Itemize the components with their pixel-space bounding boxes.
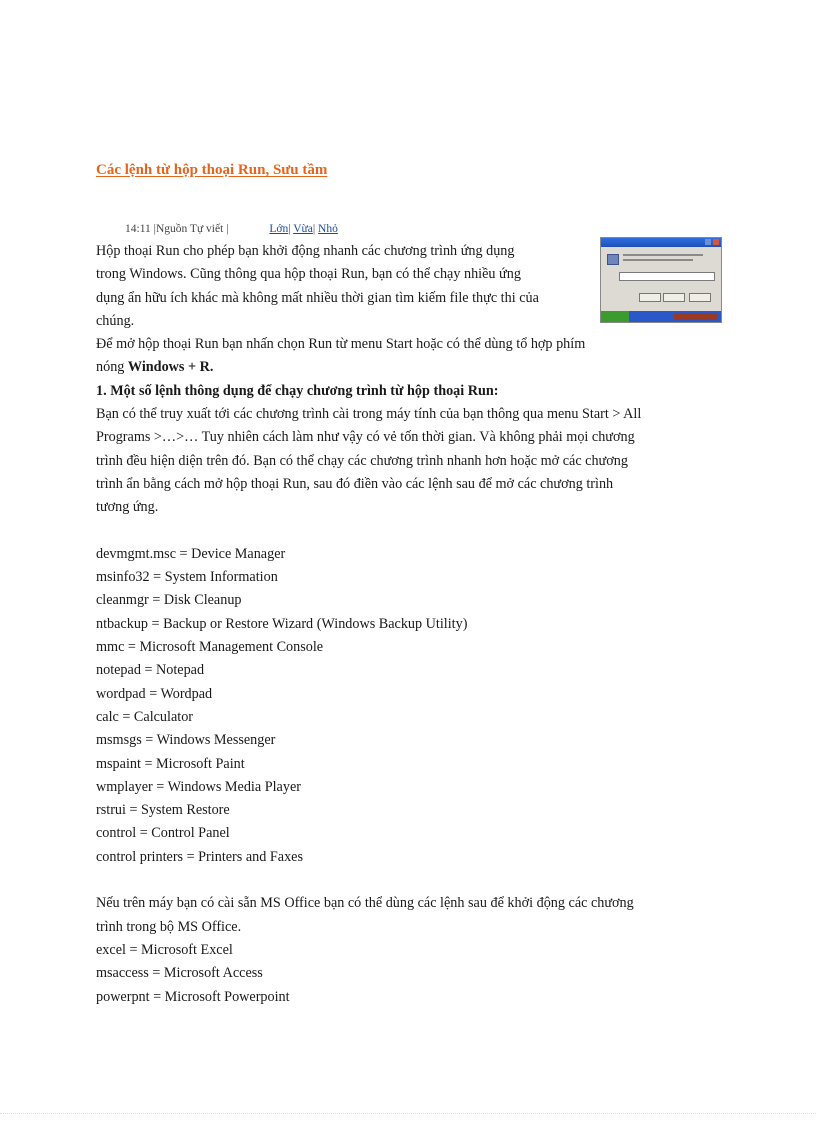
text-line: Programs >…>… Tuy nhiên cách làm như vậy có vẻ tốn thời gian. Và không phải mọi chương (96, 429, 635, 446)
command-item: rstrui = System Restore (96, 802, 230, 819)
font-size-large-link[interactable]: Lớn (269, 223, 289, 235)
command-item: msinfo32 = System Information (96, 569, 278, 586)
text-line: Để mở hộp thoại Run bạn nhấn chọn Run từ menu Start hoặc có thể dùng tổ hợp phím (96, 336, 586, 353)
section-paragraph (96, 403, 712, 519)
command-item: wmplayer = Windows Media Player (96, 778, 301, 795)
text-line: trình đều hiện diện trên đó. Bạn có thể chạy các chương trình nhanh hơn hoặc mở các chương (96, 452, 628, 469)
text-line (96, 356, 712, 379)
text-line: Nếu trên máy bạn có cài sẵn MS Office bạn có thể dùng các lệnh sau để khởi động các chương (96, 895, 634, 912)
command-item: control = Control Panel (96, 825, 230, 842)
article-title-link[interactable]: Các lệnh từ hộp thoại Run, Sưu tầm (96, 162, 328, 178)
section-heading: 1. Một số lệnh thông dụng để chạy chương trình từ hộp thoại Run: (96, 382, 499, 399)
command-item: devmgmt.msc = Device Manager (96, 545, 286, 562)
command-item: msmsgs = Windows Messenger (96, 732, 276, 749)
intro-paragraph (96, 240, 598, 333)
command-item: msaccess = Microsoft Access (96, 965, 263, 982)
separator: | (288, 223, 291, 235)
command-item: control printers = Printers and Faxes (96, 848, 303, 865)
font-size-medium-link[interactable]: Vừa (293, 223, 313, 235)
article-time-source: 14:11 |Nguồn Tự viết | (125, 223, 229, 235)
page-bottom-divider (0, 1113, 816, 1114)
article-meta (125, 223, 338, 235)
font-size-links (269, 223, 338, 235)
text-span: nóng (96, 359, 128, 376)
separator: | (312, 223, 316, 235)
command-item: ntbackup = Backup or Restore Wizard (Windows Backup Utility) (96, 615, 468, 632)
text-line: Hộp thoại Run cho phép bạn khởi động nhanh các chương trình ứng dụng (96, 243, 515, 259)
command-item: wordpad = Wordpad (96, 685, 213, 702)
command-item: cleanmgr = Disk Cleanup (96, 592, 242, 609)
command-item: excel = Microsoft Excel (96, 941, 233, 958)
command-item: powerpnt = Microsoft Powerpoint (96, 988, 290, 1005)
command-item: mspaint = Microsoft Paint (96, 755, 245, 772)
command-item: notepad = Notepad (96, 662, 205, 679)
command-item: mmc = Microsoft Management Console (96, 639, 324, 656)
text-line: trình trong bộ MS Office. (96, 918, 242, 935)
command-item: calc = Calculator (96, 708, 194, 725)
text-line: trình ẩn bằng cách mở hộp thoại Run, sau đó điền vào các lệnh sau để mở các chương trình (96, 475, 614, 492)
office-command-list (96, 939, 712, 1009)
shortcut-keys: Windows + R. (127, 359, 214, 376)
text-line: dụng ẩn hữu ích khác mà không mất nhiều thời gian tìm kiếm file thực thi của (96, 289, 539, 306)
text-line: trong Windows. Cũng thông qua hộp thoại Run, bạn có thể chạy nhiều ứng (96, 266, 521, 283)
office-paragraph (96, 892, 712, 939)
font-size-small-link[interactable]: Nhỏ (318, 223, 338, 235)
text-line: tương ứng. (96, 499, 159, 516)
command-list (96, 543, 712, 869)
article-body (96, 240, 712, 1009)
text-line: Bạn có thể truy xuất tới các chương trình cài trong máy tính của bạn thông qua menu Start > All (96, 406, 642, 423)
text-line: chúng. (96, 312, 135, 329)
